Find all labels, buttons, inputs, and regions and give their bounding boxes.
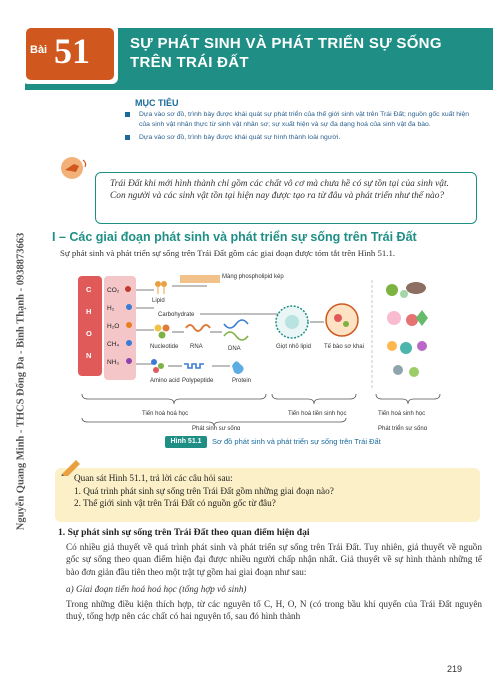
- stage-biological: Tiến hoá sinh học: [378, 411, 426, 417]
- label-protocell: Tế bào sơ khai: [324, 344, 364, 350]
- objective-item: [125, 110, 480, 129]
- stage-chemical: Tiến hoá hoá học: [142, 411, 189, 417]
- label-polypeptide: Polypeptide: [182, 378, 214, 384]
- lesson-number: 51: [54, 31, 90, 71]
- lipid-icon: [155, 281, 167, 294]
- molecule-co2: CO₂: [107, 287, 120, 294]
- protein-icon: [232, 361, 244, 374]
- questions-intro: Quan sát Hình 51.1, trả lời các câu hỏi sau:: [74, 473, 233, 483]
- molecule-nh3: NH₃: [107, 359, 120, 366]
- subsection-heading: 1. Sự phát sinh sự sống trên Trái Đất theo quan điểm hiện đại: [58, 527, 310, 538]
- side-watermark-text: Nguyễn Quang Minh - THCS Đống Đa - Bình Thạnh - 0938873663: [15, 232, 27, 531]
- nucleotide-icon: [155, 325, 170, 339]
- dna-icon: [224, 320, 248, 340]
- life-forms-illustration: [386, 282, 428, 377]
- label-carbohydrate: Carbohydrate: [158, 312, 195, 318]
- objective-text: Dựa vào sơ đồ, trình bày được khái quát sự hình thành loài người.: [139, 134, 341, 141]
- protocell-icon: [326, 304, 358, 336]
- stage-prebiotic: Tiến hoá tiền sinh học: [288, 411, 347, 417]
- bullet-square-icon: [125, 112, 130, 117]
- label-lipid: Lipid: [152, 298, 165, 304]
- question-box-text: [66, 472, 471, 510]
- sub-heading: a) Giai đoạn tiến hoá hoá học (tổng hợp vô sinh): [66, 584, 247, 594]
- phase-development: Phát triển sự sống: [378, 426, 428, 430]
- title-line-1: SỰ PHÁT SINH VÀ PHÁT TRIỂN SỰ SỐNG: [130, 35, 442, 52]
- element-o: O: [86, 329, 92, 338]
- pointing-hand-icon: [56, 154, 92, 184]
- label-rna: RNA: [190, 344, 203, 350]
- objectives-heading: MỤC TIÊU: [135, 98, 179, 108]
- title-line-2: TRÊN TRÁI ĐẤT: [130, 54, 249, 71]
- objective-text: Dựa vào sơ đồ, trình bày được khái quát sự phát triển của thế giới sinh vật trên Trái Đất; nguồn gốc xuất hiện của sinh vật nhân thực từ sinh vật nhân sơ; sự xuất hiện và sự đa dạng hoá của sinh vật đa bào.: [139, 111, 470, 128]
- page-title: [130, 34, 480, 72]
- figure-caption: Sơ đồ phát sinh và phát triển sự sống trên Trái Đất: [212, 437, 381, 446]
- label-protein: Protein: [232, 378, 252, 384]
- amino-acid-icon: [151, 359, 164, 373]
- bullet-square-icon: [125, 135, 130, 140]
- opening-question: Trái Đất khi mới hình thành chỉ gồm các chất vô cơ mà chưa hề có sự tồn tại của sinh vật. Con người và các sinh vật tồn tại hiện nay được tạo ra từ đâu và phát triển như thế nào?: [110, 179, 449, 201]
- molecule-h2: H₂: [107, 305, 115, 312]
- figure-51-1: [72, 270, 482, 430]
- label-lipid-droplet: Giọt nhỏ lipid: [276, 344, 312, 350]
- element-n: N: [86, 351, 92, 360]
- polypeptide-icon: [184, 364, 204, 368]
- label-phospholipid: Màng phospholipid kép: [222, 274, 284, 280]
- label-nucleotide: Nucleotide: [150, 344, 179, 350]
- figure-caption-tag: Hình 51.1: [165, 436, 207, 448]
- label-dna: DNA: [228, 346, 241, 352]
- page-number: 219: [447, 664, 463, 674]
- question-item: 2. Thế giới sinh vật trên Trái Đất có nguồn gốc từ đâu?: [74, 498, 276, 508]
- section-heading: I – Các giai đoạn phát sinh và phát triển sự sống trên Trái Đất: [52, 230, 417, 244]
- lesson-word: Bài: [30, 44, 48, 56]
- element-h: H: [86, 307, 92, 316]
- paragraph: Có nhiều giả thuyết về quá trình phát sinh và phát triển sự sống trên Trái Đất. Tuy nhiên, giả thuyết về nguồn gốc sự sống theo quan điểm hiện đại được nhiều người chấp nhận nhất. Giả thuyết về sự hình thành những tế bào đơn giản đầu tiên theo một trật tự gồm hai giai đoạn như sau:: [66, 542, 482, 577]
- side-watermark: [14, 150, 30, 620]
- rna-icon: [186, 325, 210, 331]
- question-item: 1. Quá trình phát sinh sự sống trên Trái Đất gồm những giai đoạn nào?: [74, 485, 334, 496]
- element-c: C: [86, 285, 92, 294]
- membrane-icon: [180, 275, 220, 283]
- label-amino-acid: Amino acid: [150, 378, 180, 384]
- molecule-h2o: H₂O: [107, 323, 120, 330]
- phase-origin: Phát sinh sự sống: [192, 426, 241, 430]
- objective-item: [125, 133, 480, 143]
- section-intro: Sự phát sinh và phát triển sự sống trên Trái Đất gồm các giai đoạn được tóm tắt trên Hình 51.1.: [60, 248, 396, 258]
- paragraph: Trong những điều kiện thích hợp, từ các nguyên tố C, H, O, N (có trong bầu khí quyển của Trái Đất nguyên thuỷ, tổng hợp nên các chất có hai nguyên tố, sau đó hình thành: [66, 599, 482, 622]
- molecule-ch4: CH₄: [107, 341, 120, 348]
